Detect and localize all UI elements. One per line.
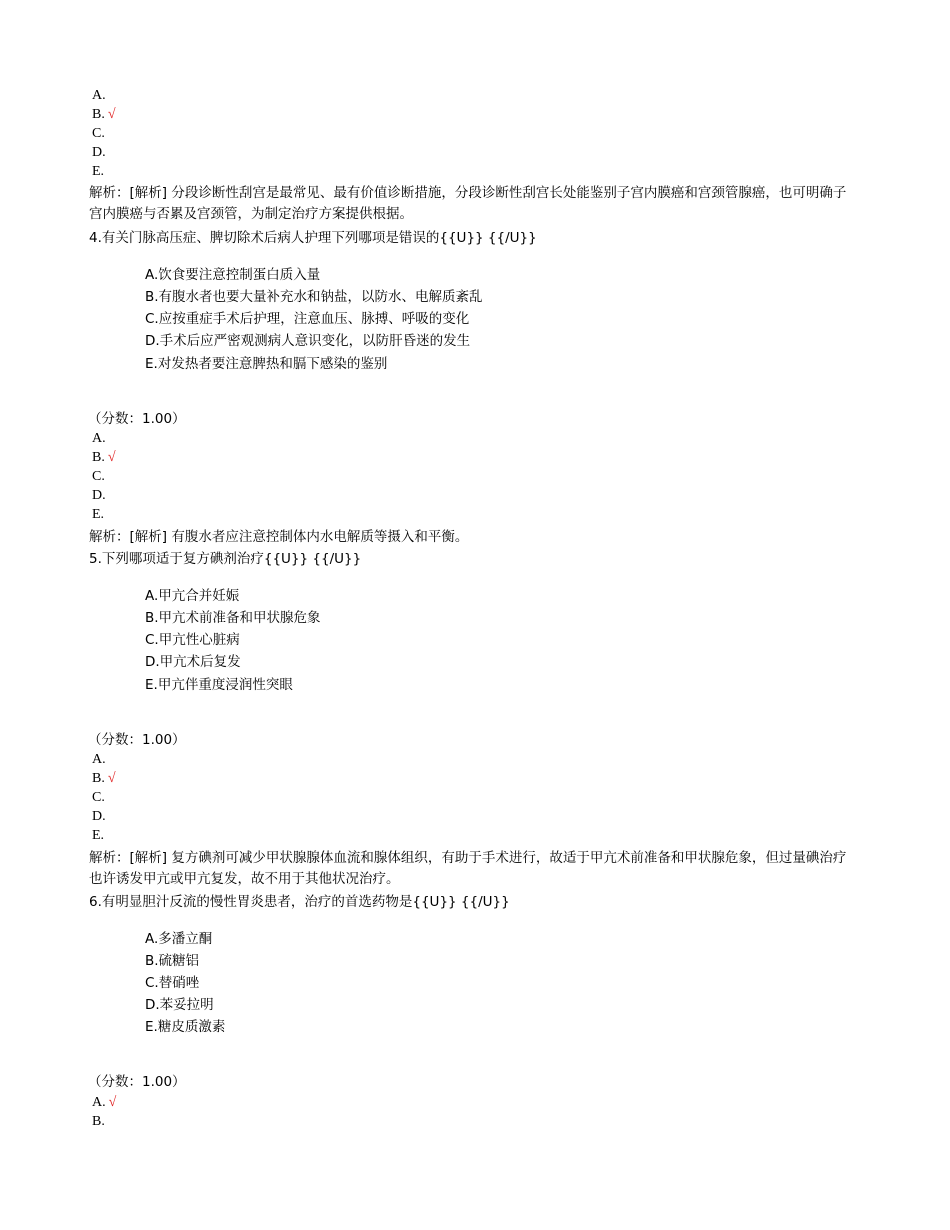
option-c: C.应按重症手术后护理，注意血压、脉搏、呼吸的变化 [145,311,470,327]
option-a: A.多潘立酮 [145,931,213,947]
option-d: D.苯妥拉明 [145,997,214,1013]
score-label: （分数：1.00） [88,411,186,427]
option-c: C.甲亢性心脏病 [145,632,240,648]
answer-letter: D. [92,488,106,503]
option-a: A.饮食要注意控制蛋白质入量 [145,267,321,283]
option-c: C.替硝唑 [145,975,200,991]
option-b: B.甲亢术前准备和甲状腺危象 [145,610,321,626]
option-d: D.甲亢术后复发 [145,654,241,670]
option-d: D.手术后应严密观测病人意识变化，以防肝昏迷的发生 [145,333,471,349]
answer-letter: B. √ [92,771,116,786]
option-e: E.对发热者要注意脾热和膈下感染的鉴别 [145,356,388,372]
answer-letter: D. [92,809,106,824]
analysis-text: 解析：[解析] 分段诊断性刮宫是最常见、最有价值诊断措施，分段诊断性刮宫长处能鉴别子宫内膜癌和宫颈管腺癌，也可明确子宫内膜癌与否累及宫颈管，为制定治疗方案提供根据。 [89,185,847,222]
answer-letter: E. [92,164,105,179]
answer-letter: A. [92,431,106,446]
analysis-text: 解析：[解析] 有腹水者应注意控制体内水电解质等摄入和平衡。 [89,529,469,545]
check-mark-icon: √ [107,107,116,122]
check-mark-icon: √ [108,1095,117,1110]
answer-letter: C. [92,790,105,805]
answer-letter: E. [92,507,105,522]
option-b: B.硫糖铝 [145,953,200,969]
question-text: 5.下列哪项适于复方碘剂治疗{{U}} {{/U}} [89,551,362,567]
option-b: B.有腹水者也要大量补充水和钠盐，以防水、电解质紊乱 [145,289,483,305]
answer-letter: E. [92,828,105,843]
answer-letter: A. √ [92,1095,117,1110]
answer-letter: A. [92,752,106,767]
check-mark-icon: √ [107,771,116,786]
analysis-text: 解析：[解析] 复方碘剂可减少甲状腺腺体血流和腺体组织，有助于手术进行，故适于甲亢术前准备和甲状腺危象，但过量碘治疗也许诱发甲亢或甲亢复发，故不用于其他状况治疗。 [89,850,847,887]
option-a: A.甲亢合并妊娠 [145,588,240,604]
answer-letter: D. [92,145,106,160]
question-text: 6.有明显胆汁反流的慢性胃炎患者，治疗的首选药物是{{U}} {{/U}} [89,894,510,910]
answer-letter: B. √ [92,450,116,465]
question-text: 4.有关门脉高压症、脾切除术后病人护理下列哪项是错误的{{U}} {{/U}} [89,230,537,246]
answer-letter: B. [92,1114,105,1129]
option-e: E.甲亢伴重度浸润性突眼 [145,677,293,693]
answer-letter: C. [92,469,105,484]
check-mark-icon: √ [107,450,116,465]
score-label: （分数：1.00） [88,1074,186,1090]
score-label: （分数：1.00） [88,732,186,748]
option-e: E.糖皮质激素 [145,1019,226,1035]
answer-letter: B. √ [92,107,116,122]
answer-letter: C. [92,126,105,141]
answer-letter: A. [92,88,106,103]
